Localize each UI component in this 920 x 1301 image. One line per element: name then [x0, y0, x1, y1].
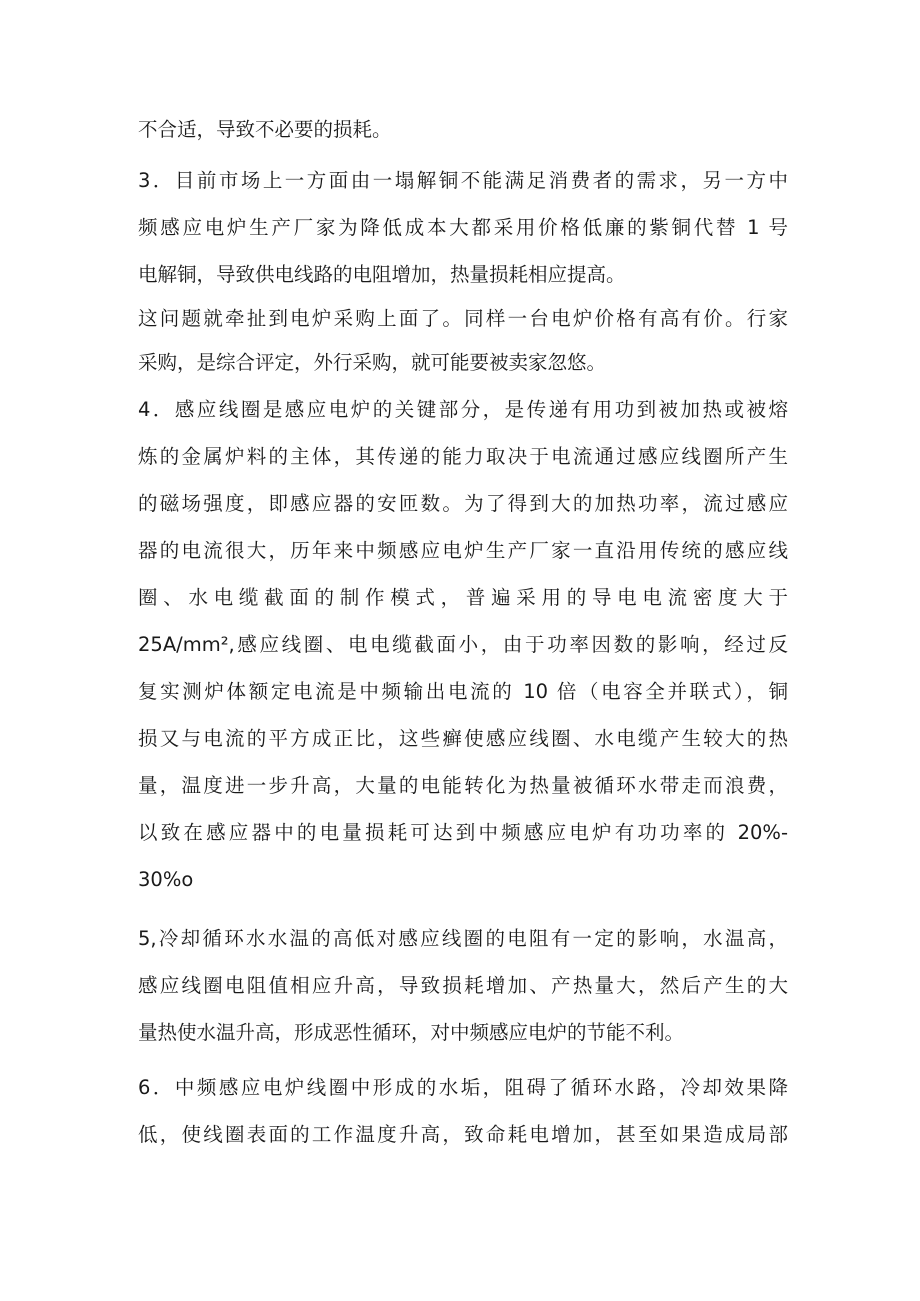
body-text	[138, 106, 788, 1158]
text-line: 的磁场强度，即感应器的安匝数。为了得到大的加热功率，流过感应	[138, 492, 788, 515]
text-line: 以致在感应器中的电量损耗可达到中频感应电炉有功功率的 20%-	[138, 821, 788, 844]
text-line: 这问题就牵扯到电炉采购上面了。同样一台电炉价格有高有价。行家	[138, 307, 788, 330]
text-line: 30%o	[138, 868, 194, 891]
text-line: 器的电流很大，历年来中频感应电炉生产厂家一直沿用传统的感应线	[138, 539, 788, 562]
text-line: 电解铜，导致供电线路的电阻增加，热量损耗相应提高。	[138, 263, 626, 286]
text-line: 3．目前市场上一方面由一塌解铜不能满足消费者的需求，另一方中	[138, 169, 788, 192]
text-line: 频感应电炉生产厂家为降低成本大都采用价格低廉的紫铜代替 1 号	[138, 216, 788, 239]
text-line: 量，温度进一步升高，大量的电能转化为热量被循环水带走而浪费，	[138, 774, 788, 797]
text-line: 复实测炉体额定电流是中频输出电流的 10 倍（电容全并联式），铜	[138, 680, 788, 703]
text-line: 25A/mm²,感应线圈、电电缆截面小，由于功率因数的影响，经过反	[138, 633, 788, 656]
text-line: 采购，是综合评定，外行采购，就可能要被卖家忽悠。	[138, 351, 607, 374]
text-line: 4．感应线圈是感应电炉的关键部分，是传递有用功到被加热或被熔	[138, 398, 788, 421]
text-line: 圈、水电缆截面的制作模式，普遍采用的导电电流密度大于	[138, 586, 788, 609]
text-line: 不合适，导致不必要的损耗。	[138, 118, 392, 141]
text-line: 损又与电流的平方成正比，这些癣使感应线圈、水电缆产生较大的热	[138, 727, 788, 750]
text-line: 炼的金属炉料的主体，其传递的能力取决于电流通过感应线圈所产生	[138, 445, 788, 468]
text-line: 5,冷却循环水水温的高低对感应线圈的电阻有一定的影响，水温高，	[138, 927, 788, 950]
text-line: 6．中频感应电炉线圈中形成的水垢，阻碍了循环水路，冷却效果降	[138, 1076, 788, 1099]
text-line: 低，使线圈表面的工作温度升高，致命耗电增加，甚至如果造成局部	[138, 1123, 788, 1146]
text-line: 量热使水温升高，形成恶性循环，对中频感应电炉的节能不利。	[138, 1021, 685, 1044]
text-line: 感应线圈电阻值相应升高，导致损耗增加、产热量大，然后产生的大	[138, 974, 788, 997]
